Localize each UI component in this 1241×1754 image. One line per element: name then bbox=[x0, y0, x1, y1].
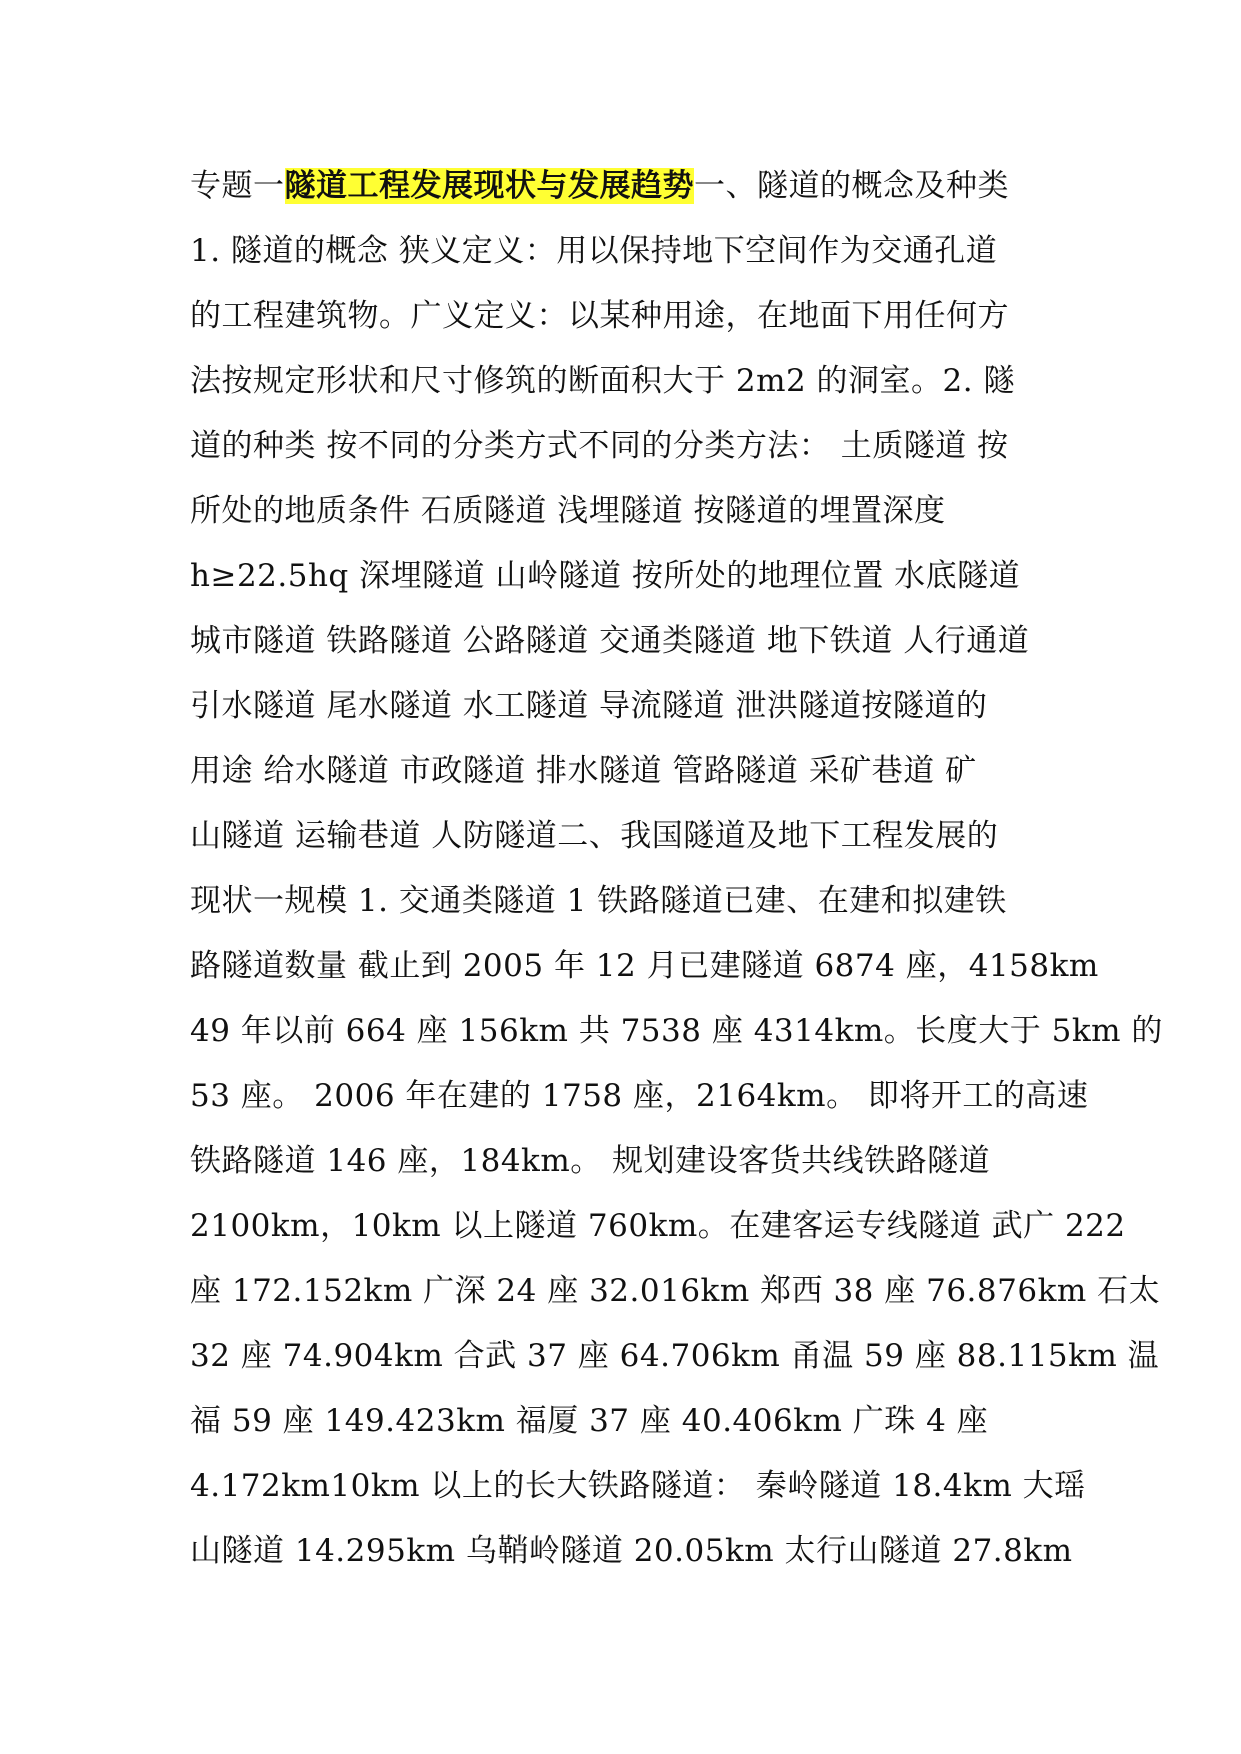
text-line: 32 座 74.904km 合武 37 座 64.706km 甬温 59 座 88.115km 温 bbox=[190, 1338, 1160, 1374]
title-highlight: 隧道工程发展现状与发展趋势 bbox=[284, 168, 694, 204]
text-line: 法按规定形状和尺寸修筑的断面积大于 2m2 的洞室。2. 隧 bbox=[190, 363, 1015, 399]
text-line: 4.172km10km 以上的长大铁路隧道： 秦岭隧道 18.4km 大瑶 bbox=[190, 1468, 1086, 1504]
text-line: 49 年以前 664 座 156km 共 7538 座 4314km。长度大于 5km 的 bbox=[190, 1013, 1163, 1049]
text-line: 所处的地质条件 石质隧道 浅埋隧道 按隧道的埋置深度 bbox=[190, 493, 946, 529]
title-suffix: 一、隧道的概念及种类 bbox=[694, 168, 1009, 204]
text-line: 2100km，10km 以上隧道 760km。在建客运专线隧道 武广 222 bbox=[190, 1208, 1126, 1244]
text-line: 座 172.152km 广深 24 座 32.016km 郑西 38 座 76.876km 石太 bbox=[190, 1273, 1161, 1309]
text-line: 的工程建筑物。广义定义：以某种用途，在地面下用任何方 bbox=[190, 298, 1009, 334]
text-line: 53 座。 2006 年在建的 1758 座，2164km。 即将开工的高速 bbox=[190, 1078, 1089, 1114]
title-line bbox=[190, 154, 1070, 219]
text-line: 城市隧道 铁路隧道 公路隧道 交通类隧道 地下铁道 人行通道 bbox=[190, 623, 1030, 659]
title-prefix: 专题一 bbox=[190, 168, 285, 204]
document-body bbox=[190, 154, 1163, 1584]
text-line: 现状一规模 1. 交通类隧道 1 铁路隧道已建、在建和拟建铁 bbox=[190, 883, 1007, 919]
text-line: 铁路隧道 146 座，184km。 规划建设客货共线铁路隧道 bbox=[190, 1143, 991, 1179]
text-line: 道的种类 按不同的分类方式不同的分类方法： 土质隧道 按 bbox=[190, 428, 1009, 464]
text-line: 路隧道数量 截止到 2005 年 12 月已建隧道 6874 座，4158km bbox=[190, 948, 1099, 984]
text-line: 引水隧道 尾水隧道 水工隧道 导流隧道 泄洪隧道按隧道的 bbox=[190, 688, 988, 724]
text-line: 山隧道 运输巷道 人防隧道二、我国隧道及地下工程发展的 bbox=[190, 818, 999, 854]
text-line: 用途 给水隧道 市政隧道 排水隧道 管路隧道 采矿巷道 矿 bbox=[190, 753, 977, 789]
text-line: 1. 隧道的概念 狭义定义：用以保持地下空间作为交通孔道 bbox=[190, 233, 998, 269]
text-line: 山隧道 14.295km 乌鞘岭隧道 20.05km 太行山隧道 27.8km bbox=[190, 1533, 1073, 1569]
text-line: h≥22.5hq 深埋隧道 山岭隧道 按所处的地理位置 水底隧道 bbox=[190, 558, 1021, 594]
text-line: 福 59 座 149.423km 福厦 37 座 40.406km 广珠 4 座 bbox=[190, 1403, 989, 1439]
